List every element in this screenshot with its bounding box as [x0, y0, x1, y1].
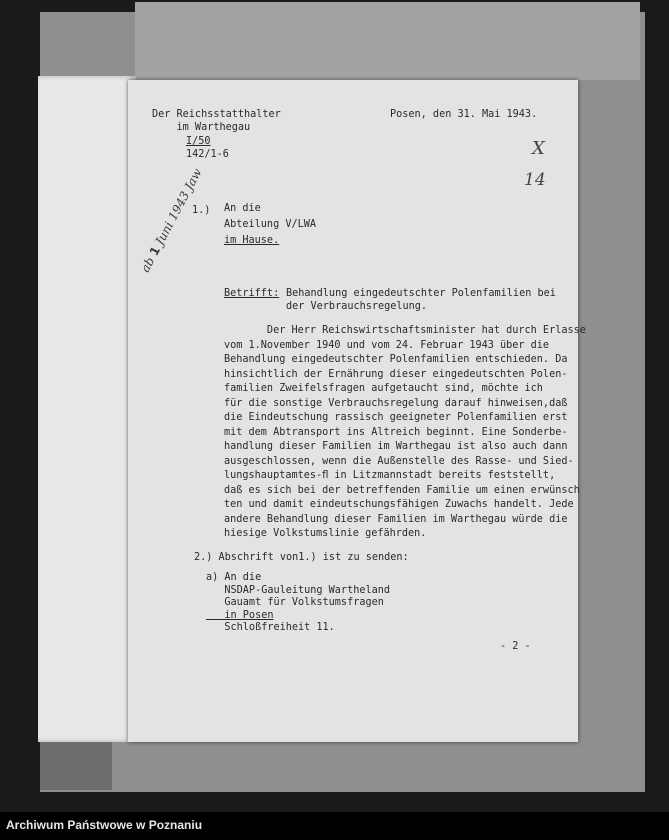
- body-paragraph: [224, 324, 586, 542]
- reference-line-1: I/50: [186, 136, 211, 147]
- body-line: daß es sich bei der betreffenden Familie um einen erwünsch: [224, 484, 580, 496]
- body-line: lungshauptamtes-ﬂ in Litzmannstadt bereits feststellt,: [224, 470, 556, 481]
- back-sheet-top: [135, 2, 640, 80]
- item-1-number: 1.): [192, 205, 211, 216]
- body-line: mit dem Abtransport ins Altreich beginnt. Eine Sonderbe-: [224, 426, 568, 438]
- archive-name: Archiwum Państwowe w Poznaniu: [6, 818, 203, 832]
- body-line: ten und damit eindeutschungsfähigen Zuwachs handelt. Jede: [224, 499, 574, 510]
- addressee-line-3: im Hause.: [224, 235, 280, 246]
- recipient-line-2: NSDAP-Gauleitung Wartheland: [206, 584, 391, 596]
- body-line: ausgeschlossen, wenn die Außenstelle des Rasse- und Sied-: [224, 455, 574, 467]
- body-line: Behandlung eingedeutschter Polenfamilien entschieden. Da: [224, 354, 568, 365]
- reference-block: [186, 135, 229, 161]
- body-line: andere Behandlung dieser Familien im Warthegau würde die: [224, 513, 568, 525]
- body-line: hiesige Volkstumslinie gefährden.: [224, 528, 427, 539]
- archive-footer: [0, 812, 669, 840]
- sender-block: [152, 108, 281, 134]
- body-line: Der Herr Reichswirtschaftsminister hat durch Erlasse: [224, 325, 586, 336]
- sender-line-1: Der Reichsstatthalter: [152, 109, 281, 120]
- body-line: vom 1.November 1940 und vom 24. Februar 1943 über die: [224, 339, 550, 351]
- reference-line-2: 142/1-6: [186, 149, 229, 160]
- item-2-line: 2.) Abschrift von1.) ist zu senden:: [194, 552, 409, 563]
- document-page: [128, 80, 586, 742]
- left-paper-strip: [38, 76, 136, 742]
- stamp-day: 1: [146, 244, 164, 259]
- stamp-date: Juni 1943: [152, 189, 193, 248]
- stamp-prefix: ab: [138, 254, 158, 275]
- folio-number: 14: [524, 170, 546, 190]
- copy-recipient-block: [206, 572, 390, 635]
- date-line: Posen, den 31. Mai 1943.: [390, 109, 538, 120]
- body-line: für die sonstige Verbrauchsregelung darauf hinweisen,daß: [224, 397, 568, 409]
- recipient-line-5: Schloßfreiheit 11.: [206, 622, 335, 633]
- stamp-initials: Jaw: [181, 166, 205, 193]
- sender-line-2: im Warthegau: [152, 122, 251, 133]
- margin-cross-mark: X: [532, 138, 545, 159]
- recipient-line-3: Gauamt für Volkstumsfragen: [206, 597, 384, 608]
- subject-line-1: Behandlung eingedeutschter Polenfamilien bei: [286, 288, 556, 299]
- page-number: - 2 -: [500, 641, 531, 652]
- recipient-line-1: a) An die: [206, 572, 262, 583]
- addressee-block: [224, 201, 316, 249]
- body-line: hinsichtlich der Ernährung dieser eingedeutschten Polen-: [224, 368, 568, 380]
- recipient-line-4: in Posen: [206, 609, 274, 621]
- addressee-line-1: An die: [224, 203, 261, 214]
- left-strip-shadow: [40, 742, 112, 790]
- handwritten-date-stamp: [138, 166, 205, 274]
- addressee-line-2: Abteilung V/LWA: [224, 219, 317, 230]
- body-line: familien Zweifelsfragen aufgetaucht sind, möchte ich: [224, 383, 543, 394]
- subject-line-2: der Verbrauchsregelung.: [286, 301, 428, 312]
- body-line: handlung dieser Familien im Warthegau ist also auch dann: [224, 441, 568, 452]
- subject-label: Betrifft:: [224, 288, 280, 299]
- body-line: die Eindeutschung rassisch geeigneter Polenfamilien erst: [224, 412, 568, 423]
